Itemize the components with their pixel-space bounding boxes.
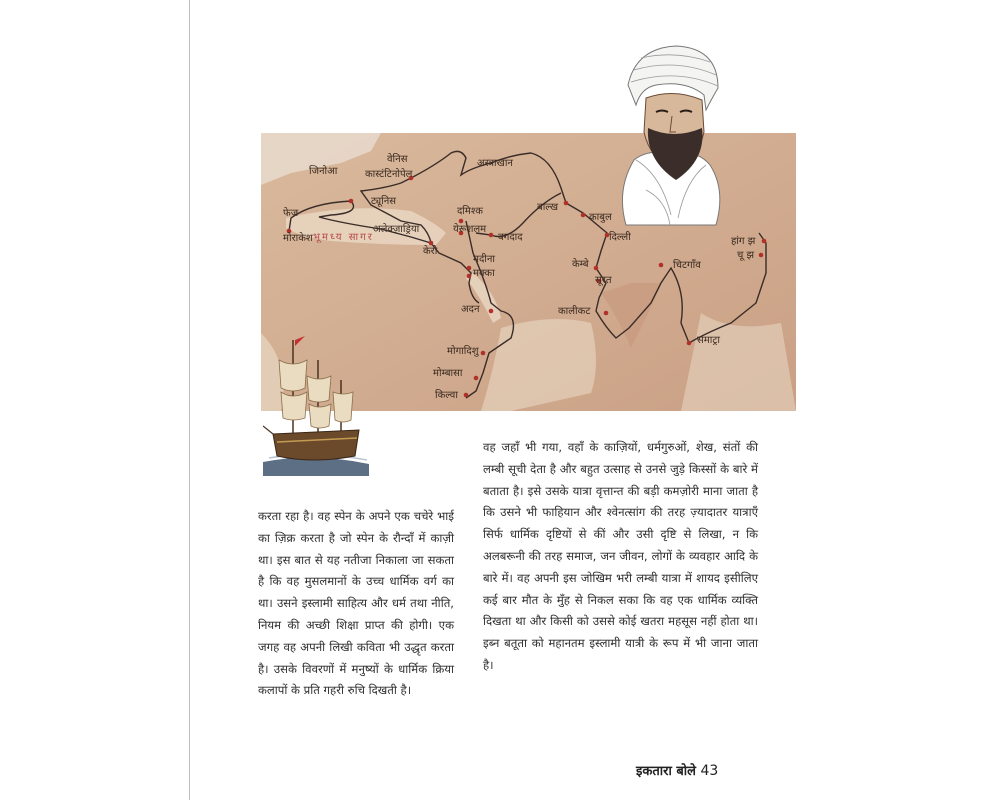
city-jerusalem: येरूशलम: [453, 224, 487, 235]
city-medina: मदीना: [473, 254, 496, 265]
city-tunis: ट्यूनिस: [371, 196, 397, 207]
city-calicut: कालीकट: [558, 306, 591, 317]
city-alexandria: अलेक्ज़ाड्रिया: [373, 224, 420, 235]
city-aden: अदन: [461, 304, 480, 315]
left-text-column: [258, 506, 454, 702]
city-fez: फेज़: [283, 208, 299, 219]
right-text-column: [483, 437, 758, 677]
city-mombasa: मोम्बासा: [433, 368, 463, 379]
city-baghdad: बगदाद: [498, 232, 523, 243]
city-genoa: जिनोआ: [309, 166, 338, 177]
footer-title: इकतारा बोले: [636, 764, 696, 779]
city-constantinople: कास्टंटिनोपेल: [365, 169, 413, 180]
city-quanzhou: चू झ: [737, 250, 755, 261]
city-surat: सूरत: [595, 275, 612, 286]
right-paragraph: वह जहाँ भी गया, वहाँ के काज़ियों, धर्मगुरुओं, शेख, संतों की लम्बी सूची देता है और बहुत उत्साह से उनसे जुड़े किस्सों के बारे में बताता है। इसे उसके यात्रा वृत्तान्त की बड़ी कमज़ोरी माना जाता है कि उसने भी फाहियान और श्वेनत्सांग की तरह ज़्यादातर यात्राएँ सिर्फ धार्मिक दृष्टियों से कीं और उसी दृष्टि से लिखा, न कि अलबरूनी की तरह समाज, जन जीवन, लोगों के व्यवहार आदि के बारे में। वह अपनी इस जोखिम भरी लम्बी यात्रा में शायद इसीलिए कई बार मौत के मुँह से निकल सका कि वह एक धार्मिक व्यक्ति दिखता था और किसी को उससे कोई खतरा महसूस नहीं होता था। इब्न बतूता को महानतम इस्लामी यात्री के रूप में भी जाना जाता है।: [483, 440, 758, 672]
city-venice: वेनिस: [387, 154, 408, 165]
sea-label: भूमध्य सागर: [313, 232, 374, 243]
city-cambay: केम्बे: [572, 259, 589, 270]
city-mecca: मक्का: [473, 268, 495, 279]
city-delhi: दिल्ली: [609, 232, 631, 243]
page-margin-rule: [189, 0, 190, 800]
city-balkh: बाल्ख: [537, 202, 559, 213]
city-kilwa: किल्वा: [435, 390, 458, 401]
page-footer: [636, 761, 718, 779]
city-hangzhou: हांग झ: [731, 236, 756, 247]
city-cairo: केरो: [423, 246, 438, 257]
page-number: 43: [700, 763, 719, 779]
left-paragraph: करता रहा है। वह स्पेन के अपने एक चचेरे भाई का ज़िक्र करता है जो स्पेन के रौन्दाँ में काज़ी था। इस बात से यह नतीजा निकाला जा सकता है कि वह मुसलमानों के उच्च धार्मिक वर्ग का था। उसने इस्लामी साहित्य और धर्म तथा नीति, नियम की अच्छी शिक्षा प्राप्त की होगी। एक जगह वह अपनी लिखी कविता भी उद्धृत करता है। उसके विवरणों में मनुष्यों के धार्मिक क्रिया कलापों के प्रति गहरी रुचि दिखती है।: [258, 509, 454, 698]
city-kabul: काबुल: [589, 212, 612, 223]
city-marrakesh: मोराकेश: [283, 233, 313, 244]
city-damascus: दमिश्क: [457, 206, 483, 217]
traveller-portrait-illustration: [606, 40, 736, 230]
city-astrakhan: अस्त्राखान: [477, 158, 513, 169]
city-chittagong: चिटगाँव: [673, 260, 701, 271]
city-mogadishu: मोगादिशु: [447, 346, 479, 357]
sailing-ship-illustration: [263, 330, 369, 476]
city-sumatra: समाट्रा: [697, 335, 720, 346]
